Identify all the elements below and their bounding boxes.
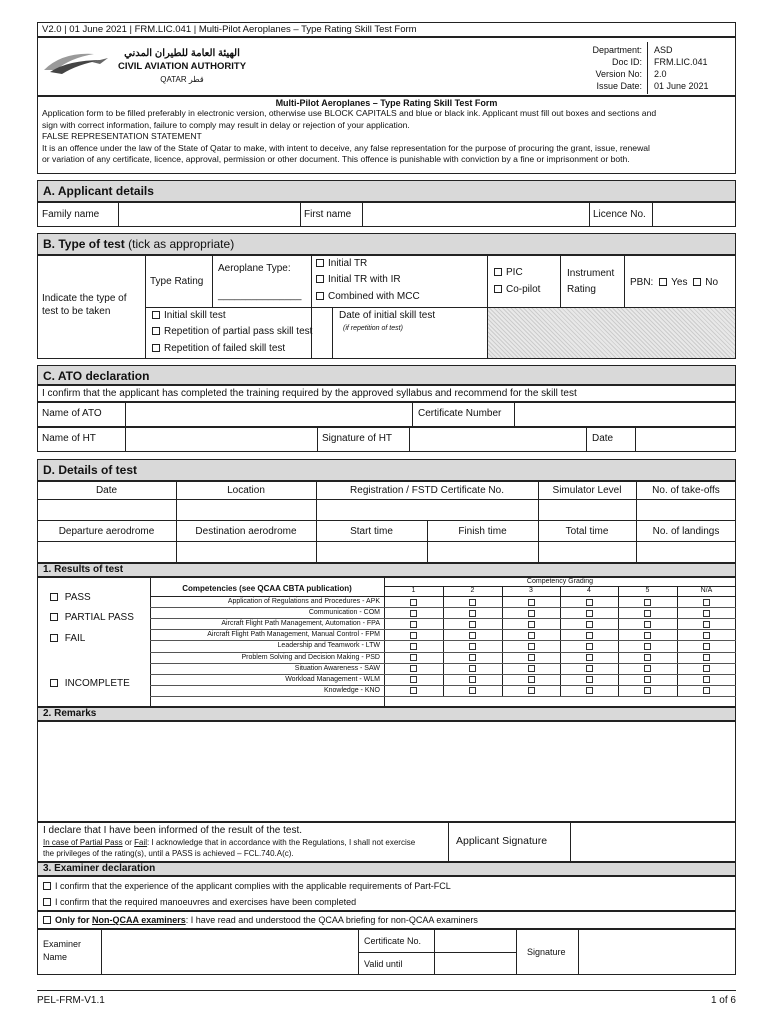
details-registration-field[interactable] xyxy=(317,500,538,520)
instrument-rating-label: Instrument Rating xyxy=(567,268,615,295)
tr-option-initial-label: Initial TR xyxy=(328,258,368,269)
details-header-location: Location xyxy=(227,485,265,496)
indicate-type-label: Indicate the type of test to be taken xyxy=(42,293,127,317)
details-location-field[interactable] xyxy=(177,500,316,520)
checkbox[interactable] xyxy=(43,898,51,906)
grade-header: 3 xyxy=(529,587,533,594)
competency-label: Communication - COM xyxy=(308,609,380,617)
section-d-title: D. Details of test xyxy=(37,459,736,481)
checkbox[interactable] xyxy=(50,593,58,601)
docinfo-value-version: 2.0 xyxy=(654,69,667,79)
footer-form-code: PEL-FRM-V1.1 xyxy=(37,995,105,1006)
grade-checkbox[interactable] xyxy=(586,654,593,661)
only-for-label: Only for xyxy=(55,915,90,925)
details-header-simulator: Simulator Level xyxy=(552,485,622,496)
checkbox[interactable] xyxy=(152,344,160,352)
grade-checkbox[interactable] xyxy=(528,676,535,683)
outcome-pass[interactable] xyxy=(50,592,91,604)
partial-prefix: In case of Partial Pass xyxy=(43,838,123,847)
grade-header: N/A xyxy=(700,587,713,594)
grade-checkbox[interactable] xyxy=(644,610,651,617)
checkbox[interactable] xyxy=(494,268,502,276)
grade-header: 5 xyxy=(645,587,650,594)
partial-or: or xyxy=(122,838,135,847)
checkbox[interactable] xyxy=(494,285,502,293)
grade-checkbox[interactable] xyxy=(469,676,476,683)
grade-checkbox[interactable] xyxy=(644,654,651,661)
grade-checkbox[interactable] xyxy=(528,665,535,672)
valid-until-label: Valid until xyxy=(364,959,403,969)
grade-checkbox[interactable] xyxy=(644,676,651,683)
examiner-confirm-2[interactable] xyxy=(43,896,356,908)
outcome-partial-label: PARTIAL PASS xyxy=(64,612,134,623)
valid-until-field[interactable] xyxy=(435,953,516,974)
competency-label: Situation Awareness - SAW xyxy=(294,664,380,672)
skill-option-partial-label: Repetition of partial pass skill test xyxy=(164,326,313,337)
ato-confirm-text: I confirm that the applicant has completed the training required by the approved syllabus and recommend for the skill test xyxy=(42,388,577,399)
grade-checkbox[interactable] xyxy=(703,676,710,683)
grade-checkbox[interactable] xyxy=(528,599,535,606)
docinfo-label-version: Version No: xyxy=(595,69,642,79)
copilot-label: Co-pilot xyxy=(506,284,541,295)
section-a-title: A. Applicant details xyxy=(37,180,736,202)
docinfo-value-department: ASD xyxy=(654,45,673,55)
grade-checkbox[interactable] xyxy=(586,687,593,694)
remarks-title-bar xyxy=(37,707,736,721)
ht-date-label: Date xyxy=(592,433,614,444)
details-header-registration: Registration / FSTD Certificate No. xyxy=(350,485,504,496)
date-initial-field[interactable] xyxy=(488,308,735,358)
grade-checkbox[interactable] xyxy=(586,643,593,650)
results-title: 1. Results of test xyxy=(43,564,124,575)
grade-checkbox[interactable] xyxy=(586,632,593,639)
competency-label: Knowledge - KNO xyxy=(323,686,380,694)
grade-header: 2 xyxy=(470,587,475,594)
competency-label: Application of Regulations and Procedures - APK xyxy=(227,598,380,605)
footer-page-number: 1 of 6 xyxy=(710,995,736,1006)
grade-checkbox[interactable] xyxy=(410,687,417,694)
grade-checkbox[interactable] xyxy=(703,632,710,639)
docinfo-value-docid: FRM.LIC.041 xyxy=(654,57,708,67)
first-name-field[interactable] xyxy=(363,203,588,226)
docinfo-label-department: Department: xyxy=(592,45,642,55)
checkbox[interactable] xyxy=(316,259,324,267)
remarks-field[interactable] xyxy=(37,721,736,822)
aeroplane-type-field[interactable]: _______________ xyxy=(218,290,302,301)
logo-arabic: الهيئة العامة للطيران المدني xyxy=(124,48,240,59)
grade-checkbox[interactable] xyxy=(644,665,651,672)
first-name-label: First name xyxy=(304,209,352,220)
caa-logo-icon xyxy=(42,48,112,76)
grade-checkbox[interactable] xyxy=(586,676,593,683)
intro-text xyxy=(42,108,656,166)
grade-checkbox[interactable] xyxy=(528,621,535,628)
pbn-label: PBN: xyxy=(630,277,654,288)
non-qcaa-rest: : I have read and understood the QCAA briefing for non-QCAA examiners xyxy=(185,915,478,925)
pbn-yes-checkbox[interactable] xyxy=(659,278,667,286)
grade-checkbox[interactable] xyxy=(644,599,651,606)
sig-ht-field[interactable] xyxy=(410,428,585,451)
type-rating-label: Type Rating xyxy=(150,276,204,287)
checkbox[interactable] xyxy=(43,882,51,890)
competencies-header: Competencies (see QCAA CBTA publication) xyxy=(182,584,352,593)
results-title-bar xyxy=(37,563,736,577)
pic-option[interactable] xyxy=(494,267,523,279)
grade-checkbox[interactable] xyxy=(703,599,710,606)
form-title: Multi-Pilot Aeroplanes – Type Rating Skill Test Form xyxy=(275,98,498,108)
competency-label: Aircraft Flight Path Management, Automation - FPA xyxy=(221,620,380,628)
grade-header: 4 xyxy=(587,587,591,594)
if-repetition-note: (if repetition of test) xyxy=(343,325,403,332)
checkbox[interactable] xyxy=(50,679,58,687)
grade-checkbox[interactable] xyxy=(410,654,417,661)
name-ato-label: Name of ATO xyxy=(42,408,102,419)
outcome-fail-label: FAIL xyxy=(64,633,86,644)
grade-checkbox[interactable] xyxy=(703,654,710,661)
grade-checkbox[interactable] xyxy=(644,621,651,628)
section-b-title-text: B. Type of test xyxy=(43,237,125,251)
grade-checkbox[interactable] xyxy=(703,610,710,617)
applicant-signature-label: Applicant Signature xyxy=(456,835,548,847)
signature-label: Signature xyxy=(527,947,566,957)
declare-text: I declare that I have been informed of the result of the test. xyxy=(43,825,303,836)
skill-option-initial[interactable] xyxy=(152,310,226,322)
grade-checkbox[interactable] xyxy=(410,621,417,628)
docinfo-value-issue-date: 01 June 2021 xyxy=(654,81,709,91)
partial-note xyxy=(43,838,415,847)
competency-label: Aircraft Flight Path Management, Manual Control - FPM xyxy=(207,631,380,639)
grade-checkbox[interactable] xyxy=(703,643,710,650)
grade-checkbox[interactable] xyxy=(410,676,417,683)
name-ht-label: Name of HT xyxy=(42,433,96,444)
tr-option-initial-ir-label: Initial TR with IR xyxy=(328,274,401,285)
pbn-no-label: No xyxy=(705,277,719,288)
details-header-landings: No. of landings xyxy=(652,526,720,537)
grade-checkbox[interactable] xyxy=(469,599,476,606)
section-b-title-suffix: (tick as appropriate) xyxy=(128,237,235,251)
details-takeoffs-field[interactable] xyxy=(637,500,735,520)
examiner-confirm-1-label: I confirm that the experience of the applicant complies with the applicable requirements of Part-FCL xyxy=(55,881,451,891)
details-header-start: Start time xyxy=(350,526,393,537)
grade-checkbox[interactable] xyxy=(410,599,417,606)
intro-line: It is an offence under the law of the State of Qatar to make, with intent to deceive, any false representation for the purpose of procuring the grant, issue, renewal xyxy=(42,142,650,153)
cert-no-label: Certificate No. xyxy=(364,936,422,946)
grading-header: Competency Grading xyxy=(526,578,594,585)
outcome-fail[interactable] xyxy=(50,633,85,645)
grade-checkbox[interactable] xyxy=(410,665,417,672)
grade-checkbox[interactable] xyxy=(528,643,535,650)
outcome-incomplete[interactable] xyxy=(50,678,130,690)
examiner-confirm-2-label: I confirm that the required manoeuvres and exercises have been completed xyxy=(55,897,357,907)
skill-option-partial[interactable] xyxy=(152,326,312,338)
logo-english: CIVIL AVIATION AUTHORITY xyxy=(117,61,247,72)
intro-line: FALSE REPRESENTATION STATEMENT xyxy=(42,131,202,141)
grade-header: 1 xyxy=(411,587,416,594)
examiner-name-label: Examiner Name xyxy=(43,939,82,962)
grade-checkbox[interactable] xyxy=(586,665,593,672)
pic-label: PIC xyxy=(506,267,523,278)
grade-checkbox[interactable] xyxy=(644,632,651,639)
details-header-date: Date xyxy=(95,485,118,496)
pbn-yes-label: Yes xyxy=(671,277,688,288)
checkbox[interactable] xyxy=(152,311,160,319)
version-bar xyxy=(37,22,736,37)
competency-label: Workload Management - WLM xyxy=(285,675,380,683)
name-ht-field[interactable] xyxy=(126,428,316,451)
grade-checkbox[interactable] xyxy=(410,632,417,639)
partial-fail: Fail xyxy=(134,838,148,847)
grade-checkbox[interactable] xyxy=(469,687,476,694)
details-date-field[interactable] xyxy=(38,500,176,520)
grade-checkbox[interactable] xyxy=(469,665,476,672)
intro-line: or variation of any certificate, licence, approval, permission or other document. This offence is punishable with conviction by a fine or imprisonment or both. xyxy=(42,154,630,164)
pbn-row xyxy=(630,277,718,289)
docinfo-label-docid: Doc ID: xyxy=(611,57,642,67)
outcome-partial[interactable] xyxy=(50,612,134,624)
grade-checkbox[interactable] xyxy=(586,610,593,617)
outcome-pass-label: PASS xyxy=(64,592,91,603)
partial-note-line2: the privileges of the rating(s), until a PASS is achieved – FCL.740.A(c). xyxy=(43,849,294,858)
family-name-field[interactable] xyxy=(119,203,299,226)
section-b-title xyxy=(37,233,736,255)
examiner-confirm-1[interactable] xyxy=(43,880,451,892)
non-qcaa-option[interactable] xyxy=(43,914,478,926)
competency-label: Leadership and Teamwork - LTW xyxy=(277,642,380,650)
docinfo-label-issue-date: Issue Date: xyxy=(596,81,642,91)
non-qcaa-label: Non-QCAA examiners xyxy=(92,915,186,925)
intro-line: sign with correct information, failure to comply may result in delay or rejection of your application. xyxy=(42,119,410,130)
details-header-takeoffs: No. of take-offs xyxy=(652,485,720,496)
grade-checkbox[interactable] xyxy=(644,643,651,650)
applicant-signature-field[interactable] xyxy=(571,823,735,861)
examiner-signature-field[interactable] xyxy=(579,930,735,974)
details-header-finish: Finish time xyxy=(458,526,507,537)
name-ato-field[interactable] xyxy=(126,403,411,426)
checkbox[interactable] xyxy=(43,916,51,924)
skill-option-initial-label: Initial skill test xyxy=(164,310,226,321)
checkbox[interactable] xyxy=(316,275,324,283)
date-initial-label: Date of initial skill test xyxy=(339,310,436,321)
grade-checkbox[interactable] xyxy=(469,632,476,639)
tr-option-initial-ir[interactable] xyxy=(316,274,401,286)
ht-date-field[interactable] xyxy=(636,428,735,451)
copilot-option[interactable] xyxy=(494,284,540,296)
tr-option-mcc[interactable] xyxy=(316,291,420,303)
grade-checkbox[interactable] xyxy=(469,610,476,617)
checkbox[interactable] xyxy=(152,327,160,335)
outcome-incomplete-label: INCOMPLETE xyxy=(64,678,130,689)
examiner-name-field[interactable] xyxy=(102,930,357,974)
grade-checkbox[interactable] xyxy=(410,610,417,617)
grade-checkbox[interactable] xyxy=(469,654,476,661)
grade-checkbox[interactable] xyxy=(528,610,535,617)
partial-rest: : I acknowledge that in accordance with the Regulations, I shall not exercise xyxy=(147,838,416,847)
grade-checkbox[interactable] xyxy=(703,687,710,694)
grade-checkbox[interactable] xyxy=(469,643,476,650)
licence-no-label: Licence No. xyxy=(593,209,646,220)
grade-checkbox[interactable] xyxy=(644,687,651,694)
tr-option-initial[interactable] xyxy=(316,258,367,270)
details-header-total: Total time xyxy=(565,526,609,537)
examiner-title: 3. Examiner declaration xyxy=(43,863,156,874)
competency-label: Problem Solving and Decision Making - PSD xyxy=(241,653,380,661)
grade-checkbox[interactable] xyxy=(410,643,417,650)
tr-option-mcc-label: Combined with MCC xyxy=(328,291,420,302)
remarks-title: 2. Remarks xyxy=(43,708,97,719)
grade-checkbox[interactable] xyxy=(528,654,535,661)
intro-line: Application form to be filled preferably in electronic version, otherwise use BLOCK CAPITALS and blue or black ink. Applicant must fill out boxes and sections and xyxy=(42,108,657,118)
grade-checkbox[interactable] xyxy=(703,665,710,672)
details-header-departure: Departure aerodrome xyxy=(58,526,155,537)
checkbox[interactable] xyxy=(50,634,58,642)
details-header-destination: Destination aerodrome xyxy=(195,526,297,537)
details-simulator-field[interactable] xyxy=(539,500,636,520)
cert-number-field[interactable] xyxy=(515,403,735,426)
version-line: V2.0 | 01 June 2021 | FRM.LIC.041 | Multi-Pilot Aeroplanes – Type Rating Skill Test Form xyxy=(42,24,417,35)
skill-option-failed[interactable] xyxy=(152,343,285,355)
grade-checkbox[interactable] xyxy=(586,621,593,628)
checkbox[interactable] xyxy=(50,613,58,621)
cert-number-label: Certificate Number xyxy=(418,408,502,419)
logo-country: QATAR قطر xyxy=(160,75,204,84)
skill-option-failed-label: Repetition of failed skill test xyxy=(164,343,286,354)
family-name-label: Family name xyxy=(42,209,100,220)
aeroplane-type-label: Aeroplane Type: xyxy=(218,263,291,274)
grade-checkbox[interactable] xyxy=(528,632,535,639)
grade-checkbox[interactable] xyxy=(528,687,535,694)
licence-no-field[interactable] xyxy=(653,203,735,226)
section-c-title: C. ATO declaration xyxy=(37,365,736,385)
cert-no-field[interactable] xyxy=(435,930,516,952)
checkbox[interactable] xyxy=(316,292,324,300)
grade-checkbox[interactable] xyxy=(703,621,710,628)
grade-checkbox[interactable] xyxy=(469,621,476,628)
pbn-no-checkbox[interactable] xyxy=(693,278,701,286)
grade-checkbox[interactable] xyxy=(586,599,593,606)
sig-ht-label: Signature of HT xyxy=(322,433,393,444)
